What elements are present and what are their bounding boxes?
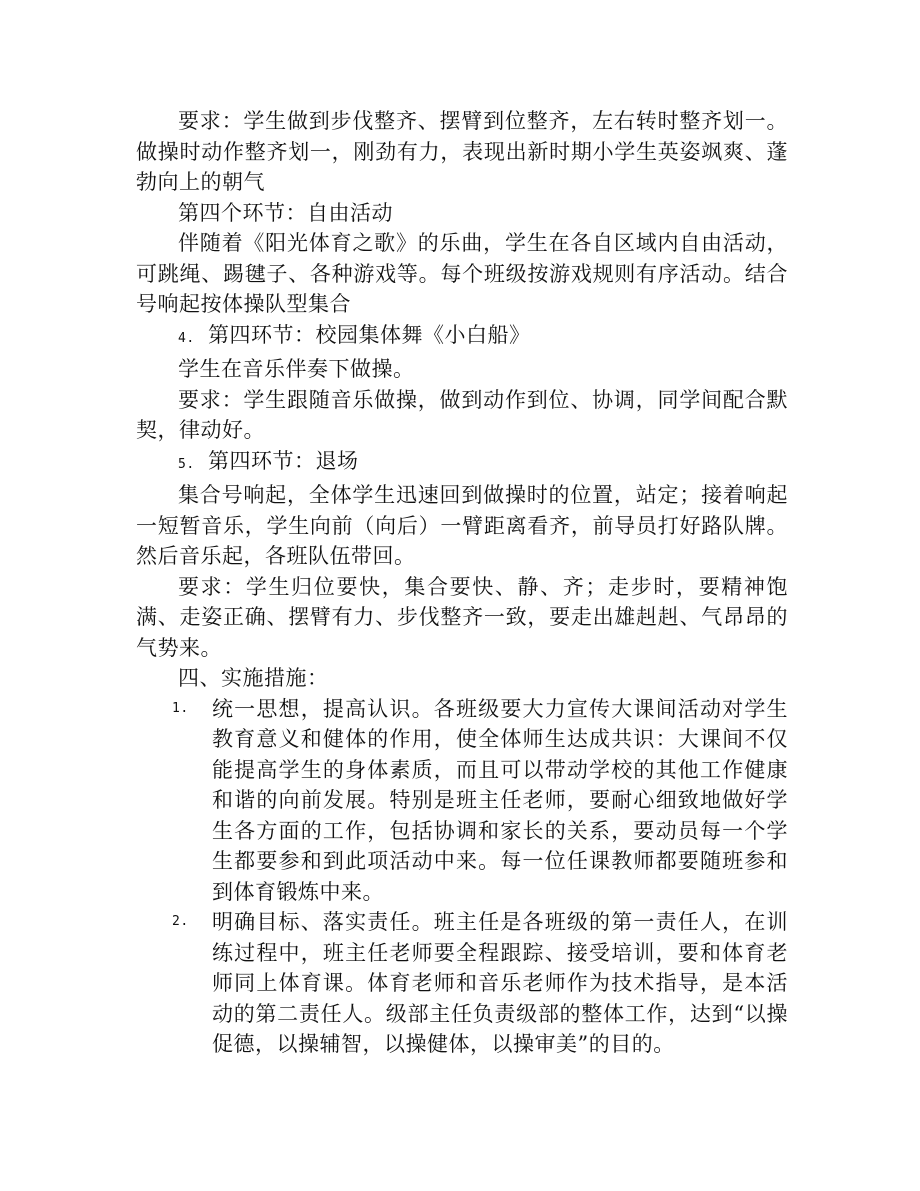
numbered-heading-5 xyxy=(136,446,788,481)
list-number: 4. xyxy=(178,330,195,346)
paragraph-requirements-exit: 要求：学生归位要快，集合要快、静、齐；走步时，要精神饱满、走姿正确、摆臂有力、步伐整齐一致，要走出雄赳赳、气昂昂的气势来。 xyxy=(136,574,788,660)
numbered-heading-text: 第四环节：校园集体舞《小白船》 xyxy=(208,322,531,347)
numbered-heading-text: 第四环节：退场 xyxy=(208,448,359,473)
paragraph-free-activity: 伴随着《阳光体育之歌》的乐曲，学生在各自区域内自由活动，可跳绳、踢毽子、各种游戏等。每个班级按游戏规则有序活动。结合号响起按体操队型集合 xyxy=(136,231,788,316)
paragraph-requirements-dance: 要求：学生跟随音乐做操，做到动作到位、协调，同学间配合默契，律动好。 xyxy=(136,387,788,442)
list-number: 1. xyxy=(172,700,189,716)
list-number: 5. xyxy=(178,456,195,472)
numbered-heading-4 xyxy=(136,320,788,355)
list-item-1 xyxy=(136,694,788,908)
paragraph-exit: 集合号响起，全体学生迅速回到做操时的位置，站定；接着响起一短暂音乐，学生向前（向后）一臂距离看齐，前导员打好路队牌。然后音乐起，各班队伍带回。 xyxy=(136,483,788,568)
list-number: 2. xyxy=(172,914,189,929)
list-item-text: 明确目标、落实责任。班主任是各班级的第一责任人，在训练过程中，班主任老师要全程跟踪、接受培训，要和体育老师同上体育课。体育老师和音乐老师作为技术指导，是本活动的第二责任人。级部主任负责级部的整体工作，达到“以操促德，以操辅智，以操健体，以操审美”的目的。 xyxy=(212,910,788,1056)
document-body xyxy=(136,106,788,1060)
list-item-2 xyxy=(136,907,788,1060)
paragraph-music-exercise: 学生在音乐伴奏下做操。 xyxy=(178,357,415,381)
paragraph-requirements-march: 要求：学生做到步伐整齐、摆臂到位整齐，左右转时整齐划一。做操时动作整齐划一，刚劲有力，表现出新时期小学生英姿飒爽、蓬勃向上的朝气 xyxy=(136,109,788,194)
list-item-text: 统一思想，提高认识。各班级要大力宣传大课间活动对学生教育意义和健体的作用，使全体师生达成共识：大课间不仅能提高学生的身体素质，而且可以带动学校的其他工作健康和谐的向前发展。特别是班主任老师，要耐心细致地做好学生各方面的工作，包括协调和家长的关系，要动员每一个学生都要参和到此项活动中来。每一位任课教师都要随班参和到体育锻炼中来。 xyxy=(212,696,788,904)
section-heading-measures: 四、实施措施： xyxy=(178,666,329,690)
section-heading-free-activity: 第四个环节：自由活动 xyxy=(178,200,393,225)
